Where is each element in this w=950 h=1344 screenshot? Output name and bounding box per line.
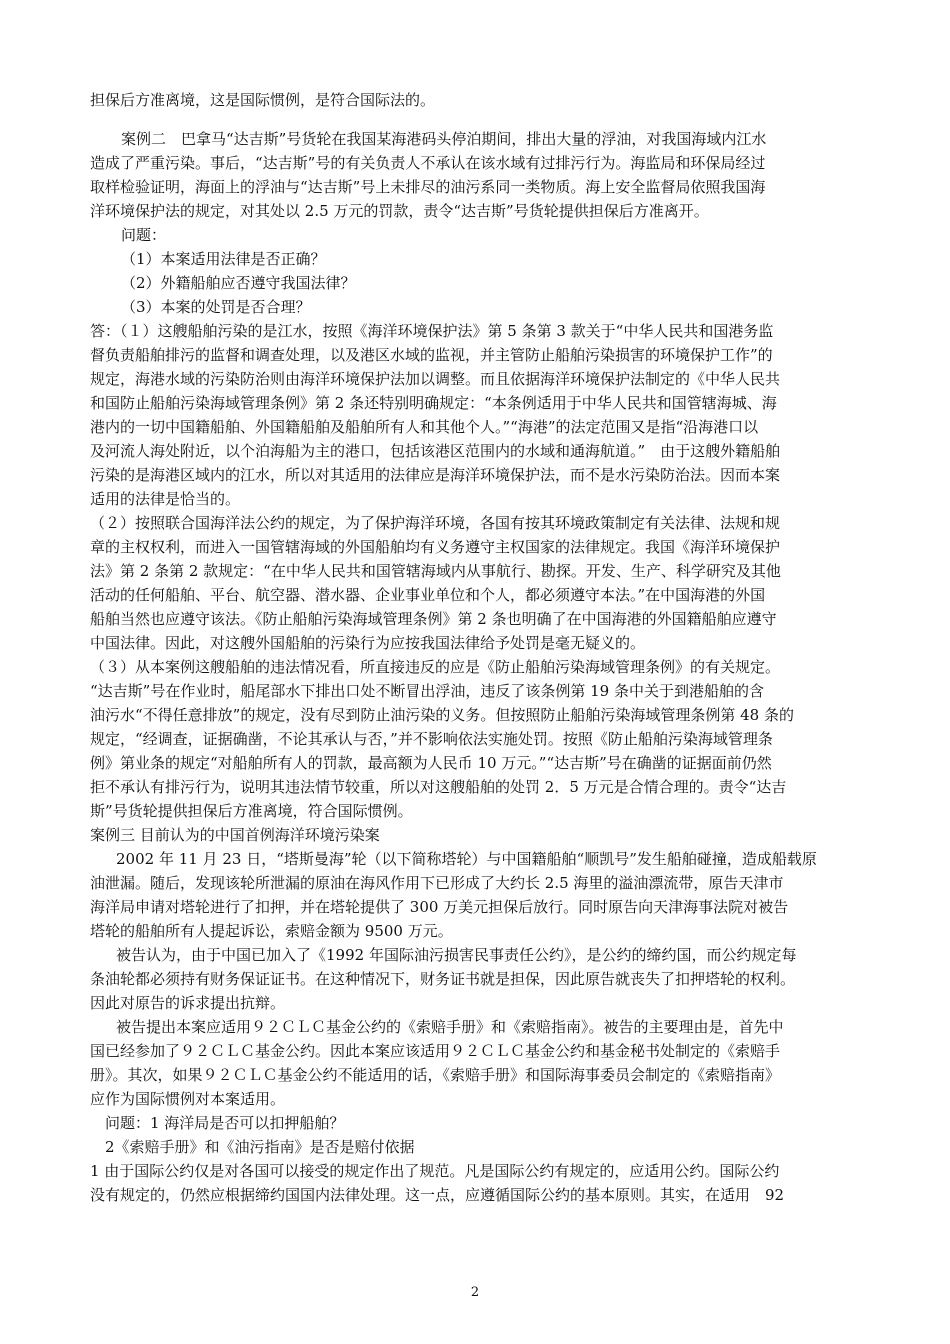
text-line-1: 担保后方准离境，这是国际惯例，是符合国际法的。 [90,91,436,109]
text-line-29: 拒不承认有排污行为，说明其违法情节较重，所以对这艘船舶的处罚 2．5 万元是合情合理的。责令“达吉 [90,778,787,796]
text-line-20: 法》第 2 条第 2 款规定：“在中华人民共和国管辖海域内从事航行、勘探。开发、生产、科学研究及其他 [90,562,781,580]
text-line-30: 斯”号货轮提供担保后方准离境，符合国际惯例。 [90,802,413,820]
text-line-4: 取样检验证明，海面上的浮油与“达吉斯”号上未排尽的油污系同一类物质。海上安全监督局依照我国海 [90,178,766,196]
text-line-2: 案例二 巴拿马“达吉斯”号货轮在我国某海港码头停泊期间，排出大量的浮油，对我国海域内江水 [121,130,767,148]
text-line-41: 册》。其次，如果９２ＣＬＣ基金公约不能适用的话，《索赔手册》和国际海事委员会制定的《索赔指南》 [90,1066,781,1084]
text-line-42: 应作为国际惯例对本案适用。 [90,1090,286,1108]
text-line-34: 海洋局申请对塔轮进行了扣押，并在塔轮提供了 300 万美元担保后放行。同时原告向天津海事法院对被告 [90,898,789,916]
text-line-36: 被告认为，由于中国已加入了《1992 年国际油污损害民事责任公约》，是公约的缔约国，而公约规定每 [116,946,797,964]
text-line-35: 塔轮的船舶所有人提起诉讼，索赔金额为 9500 万元。 [90,922,453,940]
text-line-15: 及河流人海处附近，以个泊海船为主的港口，包括该港区范围内的水域和通海航道。” 由于这艘外籍船舶 [90,442,781,460]
text-line-24: （３）从本案例这艘船舶的违法情况看，所直接违反的应是《防止船舶污染海域管理条例》的有关规定。 [90,658,781,676]
text-line-33: 油泄漏。随后，发现该轮所泄漏的原油在海风作用下已形成了大约长 2.5 海里的溢油漂流带，原告天津市 [90,874,784,892]
text-line-12: 规定，海港水域的污染防治则由海洋环境保护法加以调整。而且依据海洋环境保护法制定的《中华人民共 [90,370,781,388]
text-line-27: 规定，“经调查，证据确凿，不论其承认与否，”并不影响依法实施处罚。按照《防止船舶污染海域管理条 [90,730,773,748]
text-line-5: 洋环境保护法的规定，对其处以 2.5 万元的罚款，责令“达吉斯”号货轮提供担保后方准离开。 [90,202,709,220]
text-line-32: 2002 年 11 月 23 日，“塔斯曼海”轮（以下简称塔轮）与中国籍船舶“顺凯号”发生船舶碰撞，造成船载原 [116,850,817,868]
text-line-6: 问题： [121,226,167,244]
text-line-25: “达吉斯”号在作业时，船尾部水下排出口处不断冒出浮油，违反了该条例第 19 条中关于到港船舶的含 [90,682,764,700]
text-line-18: （２）按照联合国海洋法公约的规定，为了保护海洋环境，各国有按其环境政策制定有关法律、法规和规 [90,514,781,532]
text-line-19: 章的主权权利，而进入一国管辖海域的外国船舶均有义务遵守主权国家的法律规定。我国《海洋环境保护 [90,538,781,556]
text-line-17: 适用的法律是恰当的。 [90,490,241,508]
text-line-38: 因此对原告的诉求提出抗辩。 [90,994,286,1012]
text-line-10: 答：（１）这艘船舶污染的是江水，按照《海洋环境保护法》第 5 条第 3 款关于“中华人民共和国港务监 [90,322,774,340]
text-line-37: 条油轮都必须持有财务保证证书。在这种情况下，财务证书就是担保，因此原告就丧失了扣押塔轮的权利。 [90,970,796,988]
text-line-40: 国已经参加了９２ＣＬＣ基金公约。因此本案应该适用９２ＣＬＣ基金公约和基金秘书处制定的《索赔手 [90,1042,781,1060]
text-line-43: 问题：1 海洋局是否可以扣押船舶？ [105,1114,345,1132]
text-line-44: 2《索赔手册》和《油污指南》是否是赔付依据 [105,1138,415,1156]
text-line-39: 被告提出本案应适用９２ＣＬＣ基金公约的《索赔手册》和《索赔指南》。被告的主要理由是，首先中 [116,1018,784,1036]
text-line-3: 造成了严重污染。事后，“达吉斯”号的有关负责人不承认在该水域有过排污行为。海监局和环保局经过 [90,154,766,172]
text-line-7: （1）本案适用法律是否正确？ [121,250,326,268]
text-line-22: 船舶当然也应遵守该法。《防止船舶污染海域管理条例》第 2 条也明确了在中国海港的外国籍船舶应遵守 [90,610,777,628]
text-line-21: 活动的任何船舶、平台、航空器、潜水器、企业事业单位和个人，都必须遵守本法。”在中国海港的外国 [90,586,766,604]
text-line-45: 1 由于国际公约仅是对各国可以接受的规定作出了规范。凡是国际公约有规定的，应适用公约。国际公约 [90,1162,780,1180]
text-line-11: 督负责船舶排污的监督和调查处理，以及港区水域的监视，并主管防止船舶污染损害的环境保护工作”的 [90,346,773,364]
page-number: 2 [470,1285,480,1300]
text-line-9: （3）本案的处罚是否合理？ [121,298,311,316]
text-line-8: （2）外籍船舶应否遵守我国法律？ [121,274,356,292]
text-line-28: 例》第业条的规定“对船舶所有人的罚款，最高额为人民币 10 万元。”“达吉斯”号在确凿的证据面前仍然 [90,754,772,772]
text-line-31: 案例三 目前认为的中国首例海洋环境污染案 [90,826,380,844]
text-line-23: 中国法律。因此，对这艘外国船舶的污染行为应按我国法律给予处罚是毫无疑义的。 [90,634,646,652]
text-line-16: 污染的是海港区域内的江水，所以对其适用的法律应是海洋环境保护法，而不是水污染防治法。因而本案 [90,466,781,484]
text-line-14: 港内的一切中国籍船舶、外国籍船舶及船舶所有人和其他个人。”“海港”的法定范围又是指“沿海港口以 [90,418,759,436]
text-line-46: 没有规定的，仍然应根据缔约国国内法律处理。这一点，应遵循国际公约的基本原则。其实，在适用 92 [90,1186,785,1204]
text-line-26: 油污水“不得任意排放”的规定，没有尽到防止油污染的义务。但按照防止船舶污染海域管理条例第 48 条的 [90,706,794,724]
text-line-13: 和国防止船舶污染海域管理条例》第 2 条还特别明确规定：“本条例适用于中华人民共和国管辖海城、海 [90,394,777,412]
